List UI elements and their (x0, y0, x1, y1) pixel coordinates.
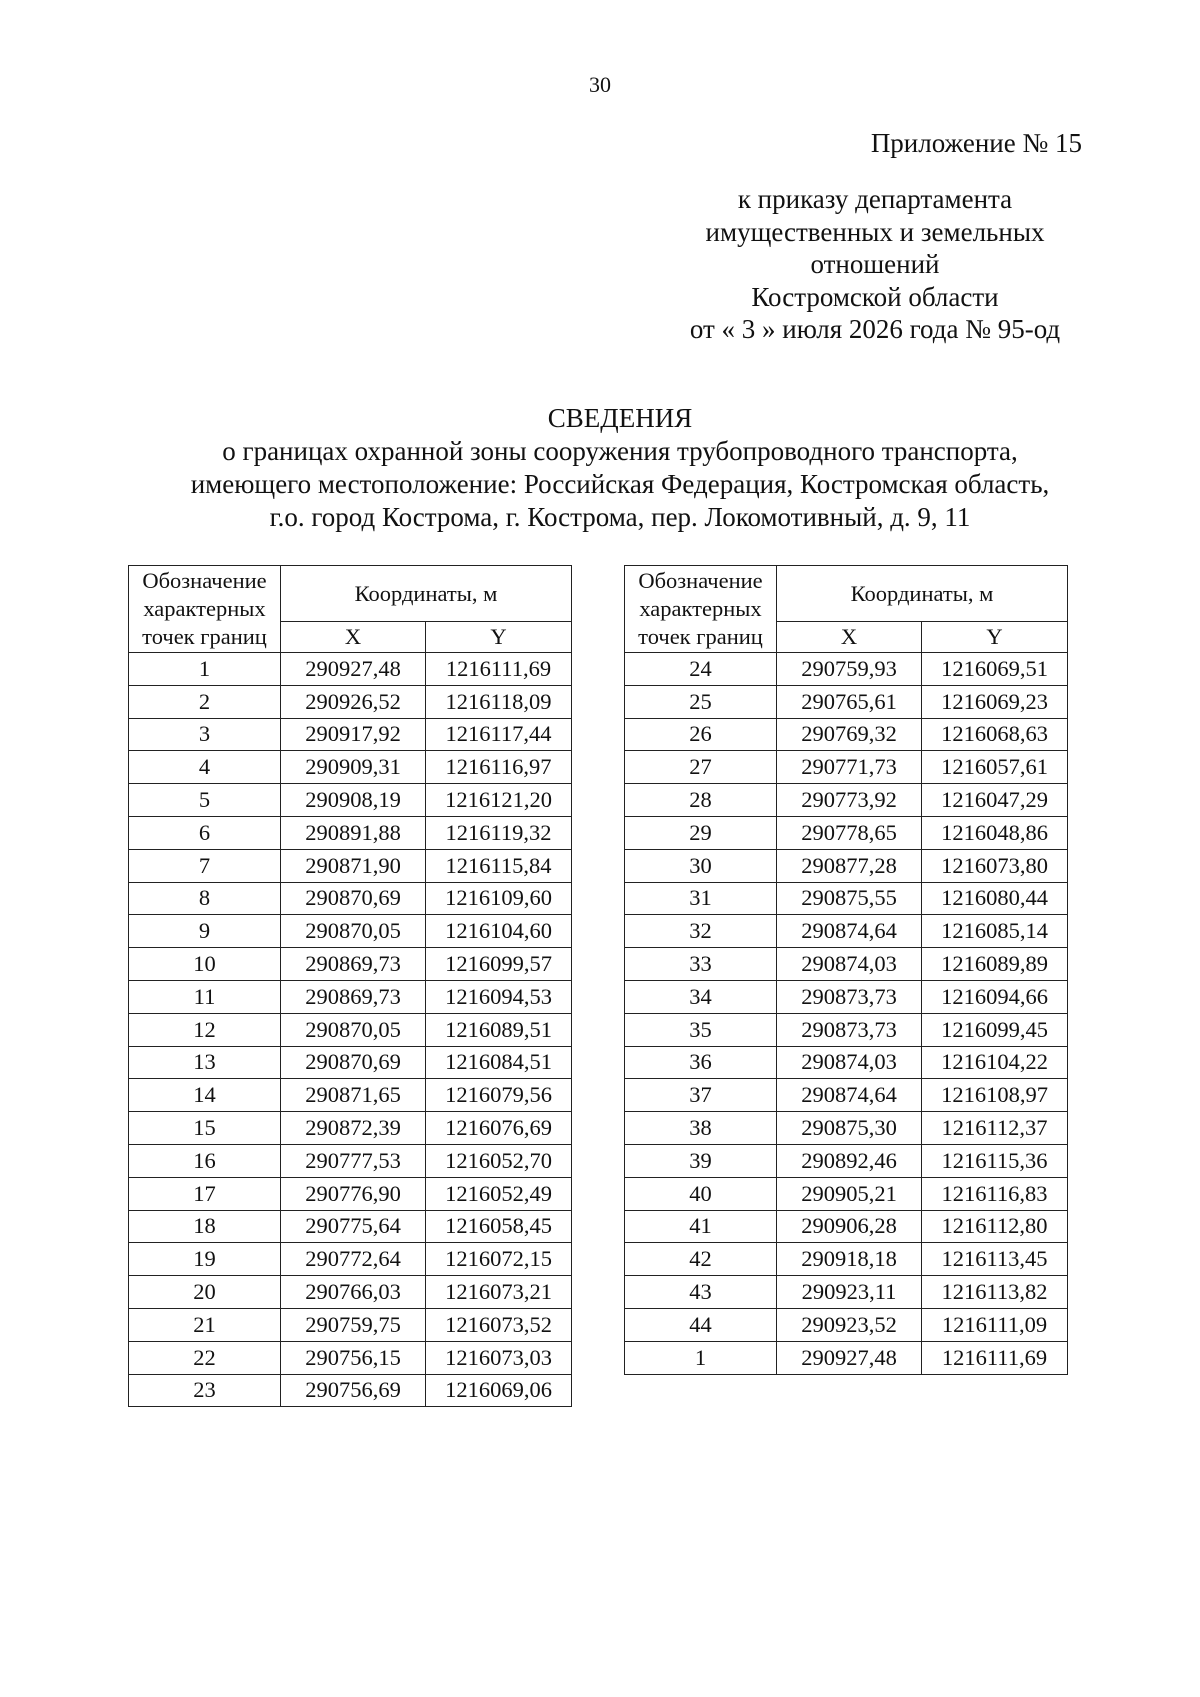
y-coordinate-cell: 1216111,69 (922, 1341, 1068, 1374)
x-coordinate-cell: 290772,64 (281, 1243, 426, 1276)
y-coordinate-cell: 1216073,52 (426, 1308, 572, 1341)
point-number-cell: 40 (625, 1177, 777, 1210)
y-coordinate-cell: 1216068,63 (922, 718, 1068, 751)
point-number-cell: 9 (129, 915, 281, 948)
point-number-cell: 12 (129, 1013, 281, 1046)
y-coordinate-cell: 1216084,51 (426, 1046, 572, 1079)
point-number-cell: 24 (625, 653, 777, 686)
table-row (625, 1079, 1068, 1112)
point-number-cell: 21 (129, 1308, 281, 1341)
point-number-cell: 38 (625, 1112, 777, 1145)
table-body (625, 653, 1068, 1375)
point-number-cell: 39 (625, 1144, 777, 1177)
table-row (625, 1013, 1068, 1046)
order-line: к приказу департамента (737, 184, 1013, 214)
table-row (129, 1341, 572, 1374)
y-coordinate-cell: 1216069,06 (426, 1374, 572, 1407)
table-body (129, 653, 572, 1407)
x-coordinate-cell: 290870,69 (281, 1046, 426, 1079)
x-coordinate-cell: 290908,19 (281, 784, 426, 817)
table-row (625, 718, 1068, 751)
x-coordinate-cell: 290870,69 (281, 882, 426, 915)
table-row (129, 1177, 572, 1210)
x-coordinate-cell: 290891,88 (281, 816, 426, 849)
y-coordinate-cell: 1216073,03 (426, 1341, 572, 1374)
x-coordinate-cell: 290765,61 (777, 685, 922, 718)
header-y: Y (426, 622, 572, 653)
point-number-cell: 28 (625, 784, 777, 817)
table-row (129, 948, 572, 981)
y-coordinate-cell: 1216089,51 (426, 1013, 572, 1046)
table-row (625, 948, 1068, 981)
x-coordinate-cell: 290769,32 (777, 718, 922, 751)
table-row (129, 1210, 572, 1243)
table-row (129, 1112, 572, 1145)
point-number-cell: 4 (129, 751, 281, 784)
x-coordinate-cell: 290873,73 (777, 1013, 922, 1046)
point-number-cell: 11 (129, 980, 281, 1013)
table-row (129, 685, 572, 718)
x-coordinate-cell: 290756,15 (281, 1341, 426, 1374)
x-coordinate-cell: 290775,64 (281, 1210, 426, 1243)
x-coordinate-cell: 290923,52 (777, 1308, 922, 1341)
table-row (625, 1308, 1068, 1341)
point-number-cell: 42 (625, 1243, 777, 1276)
table-row (129, 1243, 572, 1276)
point-number-cell: 18 (129, 1210, 281, 1243)
y-coordinate-cell: 1216047,29 (922, 784, 1068, 817)
x-coordinate-cell: 290870,05 (281, 915, 426, 948)
point-number-cell: 44 (625, 1308, 777, 1341)
table-row (625, 882, 1068, 915)
y-coordinate-cell: 1216089,89 (922, 948, 1068, 981)
table-row (625, 751, 1068, 784)
table-row (129, 784, 572, 817)
x-coordinate-cell: 290777,53 (281, 1144, 426, 1177)
y-coordinate-cell: 1216052,49 (426, 1177, 572, 1210)
x-coordinate-cell: 290870,05 (281, 1013, 426, 1046)
y-coordinate-cell: 1216079,56 (426, 1079, 572, 1112)
x-coordinate-cell: 290927,48 (777, 1341, 922, 1374)
table-row (625, 980, 1068, 1013)
x-coordinate-cell: 290872,39 (281, 1112, 426, 1145)
point-number-cell: 17 (129, 1177, 281, 1210)
point-number-cell: 19 (129, 1243, 281, 1276)
x-coordinate-cell: 290918,18 (777, 1243, 922, 1276)
point-number-cell: 30 (625, 849, 777, 882)
x-coordinate-cell: 290759,75 (281, 1308, 426, 1341)
table-row (625, 1046, 1068, 1079)
y-coordinate-cell: 1216119,32 (426, 816, 572, 849)
point-number-cell: 10 (129, 948, 281, 981)
x-coordinate-cell: 290869,73 (281, 980, 426, 1013)
order-date-number: от « 3 » июля 2026 года № 95-од (689, 314, 1061, 344)
y-coordinate-cell: 1216118,09 (426, 685, 572, 718)
point-number-cell: 34 (625, 980, 777, 1013)
table-row (625, 1276, 1068, 1309)
x-coordinate-cell: 290773,92 (777, 784, 922, 817)
table-row (129, 1079, 572, 1112)
x-coordinate-cell: 290917,92 (281, 718, 426, 751)
x-coordinate-cell: 290909,31 (281, 751, 426, 784)
y-coordinate-cell: 1216048,86 (922, 816, 1068, 849)
x-coordinate-cell: 290926,52 (281, 685, 426, 718)
table-row (129, 1013, 572, 1046)
y-coordinate-cell: 1216085,14 (922, 915, 1068, 948)
x-coordinate-cell: 290766,03 (281, 1276, 426, 1309)
table-row (625, 1177, 1068, 1210)
y-coordinate-cell: 1216116,83 (922, 1177, 1068, 1210)
order-line: имущественных и земельных (705, 216, 1045, 247)
y-coordinate-cell: 1216069,23 (922, 685, 1068, 718)
point-number-cell: 3 (129, 718, 281, 751)
order-reference (620, 183, 1130, 346)
point-number-cell: 20 (129, 1276, 281, 1309)
point-number-cell: 6 (129, 816, 281, 849)
header-x: X (777, 622, 922, 653)
y-coordinate-cell: 1216115,84 (426, 849, 572, 882)
y-coordinate-cell: 1216113,45 (922, 1243, 1068, 1276)
header-x: X (281, 622, 426, 653)
point-number-cell: 7 (129, 849, 281, 882)
header-y: Y (922, 622, 1068, 653)
x-coordinate-cell: 290877,28 (777, 849, 922, 882)
x-coordinate-cell: 290871,90 (281, 849, 426, 882)
y-coordinate-cell: 1216057,61 (922, 751, 1068, 784)
y-coordinate-cell: 1216115,36 (922, 1144, 1068, 1177)
title-heading: СВЕДЕНИЯ (547, 403, 693, 433)
appendix-label: Приложение № 15 (870, 128, 1082, 158)
point-number-cell: 5 (129, 784, 281, 817)
point-number-cell: 16 (129, 1144, 281, 1177)
table-row (129, 816, 572, 849)
x-coordinate-cell: 290905,21 (777, 1177, 922, 1210)
header-point-designation: Обозначение характерных точек границ (625, 566, 777, 653)
table-row (129, 751, 572, 784)
table-row (625, 653, 1068, 686)
table-row (129, 882, 572, 915)
y-coordinate-cell: 1216073,80 (922, 849, 1068, 882)
x-coordinate-cell: 290874,64 (777, 1079, 922, 1112)
x-coordinate-cell: 290871,65 (281, 1079, 426, 1112)
coordinates-table-right (624, 565, 1068, 1375)
x-coordinate-cell: 290923,11 (777, 1276, 922, 1309)
title-line: о границах охранной зоны сооружения трубопроводного транспорта, (222, 436, 1018, 466)
title-line: г.о. город Кострома, г. Кострома, пер. Локомотивный, д. 9, 11 (269, 502, 971, 532)
y-coordinate-cell: 1216094,66 (922, 980, 1068, 1013)
y-coordinate-cell: 1216116,97 (426, 751, 572, 784)
table-row (129, 849, 572, 882)
y-coordinate-cell: 1216113,82 (922, 1276, 1068, 1309)
y-coordinate-cell: 1216111,09 (922, 1308, 1068, 1341)
header-point-designation: Обозначение характерных точек границ (129, 566, 281, 653)
x-coordinate-cell: 290776,90 (281, 1177, 426, 1210)
table-row (129, 980, 572, 1013)
table-row (129, 1374, 572, 1407)
x-coordinate-cell: 290874,64 (777, 915, 922, 948)
point-number-cell: 23 (129, 1374, 281, 1407)
y-coordinate-cell: 1216111,69 (426, 653, 572, 686)
y-coordinate-cell: 1216094,53 (426, 980, 572, 1013)
y-coordinate-cell: 1216104,60 (426, 915, 572, 948)
table-row (129, 718, 572, 751)
x-coordinate-cell: 290778,65 (777, 816, 922, 849)
point-number-cell: 43 (625, 1276, 777, 1309)
point-number-cell: 41 (625, 1210, 777, 1243)
table-row (625, 849, 1068, 882)
x-coordinate-cell: 290874,03 (777, 948, 922, 981)
y-coordinate-cell: 1216052,70 (426, 1144, 572, 1177)
x-coordinate-cell: 290875,30 (777, 1112, 922, 1145)
table-row (625, 1112, 1068, 1145)
point-number-cell: 35 (625, 1013, 777, 1046)
point-number-cell: 37 (625, 1079, 777, 1112)
page-number: 30 (589, 72, 611, 97)
header-coordinates: Координаты, м (281, 566, 572, 622)
point-number-cell: 22 (129, 1341, 281, 1374)
table-row (129, 1144, 572, 1177)
table-row (129, 1046, 572, 1079)
table-row (625, 784, 1068, 817)
x-coordinate-cell: 290873,73 (777, 980, 922, 1013)
point-number-cell: 32 (625, 915, 777, 948)
y-coordinate-cell: 1216069,51 (922, 653, 1068, 686)
y-coordinate-cell: 1216104,22 (922, 1046, 1068, 1079)
y-coordinate-cell: 1216117,44 (426, 718, 572, 751)
table-row (625, 915, 1068, 948)
point-number-cell: 2 (129, 685, 281, 718)
y-coordinate-cell: 1216073,21 (426, 1276, 572, 1309)
y-coordinate-cell: 1216058,45 (426, 1210, 572, 1243)
coordinates-table-left (128, 565, 572, 1407)
table-row (625, 1210, 1068, 1243)
x-coordinate-cell: 290874,03 (777, 1046, 922, 1079)
point-number-cell: 27 (625, 751, 777, 784)
point-number-cell: 26 (625, 718, 777, 751)
y-coordinate-cell: 1216112,80 (922, 1210, 1068, 1243)
table-row (129, 1276, 572, 1309)
table-row (129, 653, 572, 686)
point-number-cell: 13 (129, 1046, 281, 1079)
y-coordinate-cell: 1216072,15 (426, 1243, 572, 1276)
table-row (625, 1341, 1068, 1374)
point-number-cell: 25 (625, 685, 777, 718)
y-coordinate-cell: 1216080,44 (922, 882, 1068, 915)
point-number-cell: 8 (129, 882, 281, 915)
point-number-cell: 1 (129, 653, 281, 686)
x-coordinate-cell: 290771,73 (777, 751, 922, 784)
table-row (625, 1144, 1068, 1177)
table-row (129, 915, 572, 948)
y-coordinate-cell: 1216076,69 (426, 1112, 572, 1145)
document-title (0, 402, 1200, 534)
x-coordinate-cell: 290875,55 (777, 882, 922, 915)
y-coordinate-cell: 1216112,37 (922, 1112, 1068, 1145)
x-coordinate-cell: 290756,69 (281, 1374, 426, 1407)
x-coordinate-cell: 290892,46 (777, 1144, 922, 1177)
y-coordinate-cell: 1216109,60 (426, 882, 572, 915)
order-line: отношений (810, 249, 940, 279)
table-row (625, 1243, 1068, 1276)
point-number-cell: 1 (625, 1341, 777, 1374)
header-coordinates: Координаты, м (777, 566, 1068, 622)
y-coordinate-cell: 1216121,20 (426, 784, 572, 817)
point-number-cell: 31 (625, 882, 777, 915)
x-coordinate-cell: 290869,73 (281, 948, 426, 981)
point-number-cell: 33 (625, 948, 777, 981)
title-line: имеющего местоположение: Российская Федерация, Костромская область, (190, 469, 1050, 499)
y-coordinate-cell: 1216108,97 (922, 1079, 1068, 1112)
y-coordinate-cell: 1216099,57 (426, 948, 572, 981)
order-line: Костромской области (751, 281, 999, 312)
table-row (625, 685, 1068, 718)
table-row (129, 1308, 572, 1341)
x-coordinate-cell: 290927,48 (281, 653, 426, 686)
point-number-cell: 29 (625, 816, 777, 849)
y-coordinate-cell: 1216099,45 (922, 1013, 1068, 1046)
point-number-cell: 15 (129, 1112, 281, 1145)
x-coordinate-cell: 290759,93 (777, 653, 922, 686)
table-row (625, 816, 1068, 849)
point-number-cell: 36 (625, 1046, 777, 1079)
x-coordinate-cell: 290906,28 (777, 1210, 922, 1243)
point-number-cell: 14 (129, 1079, 281, 1112)
